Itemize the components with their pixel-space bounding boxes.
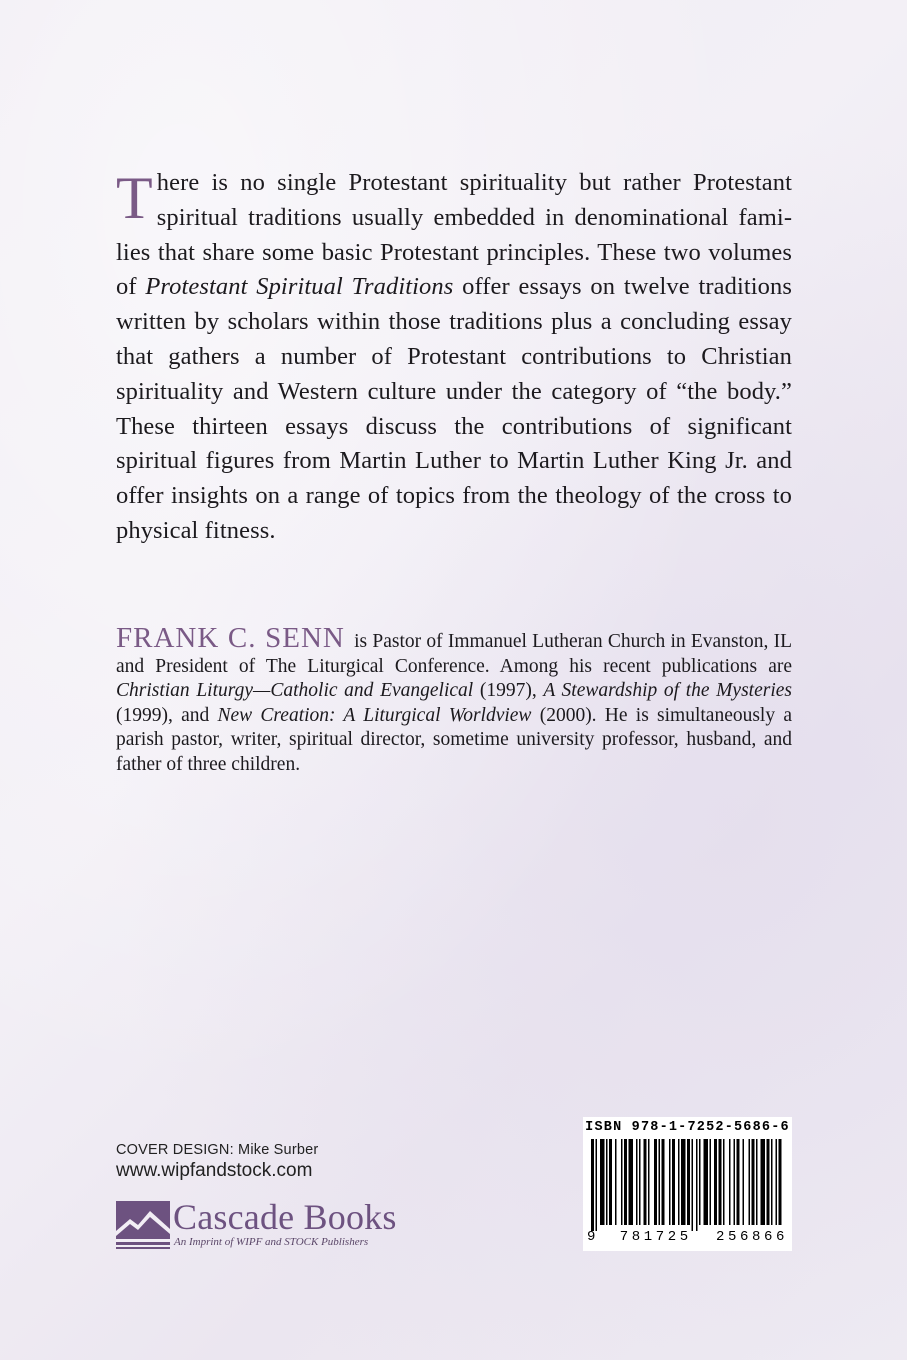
barcode-bar (629, 1139, 634, 1225)
blurb-text-1: here is no single Protestant spirituality but rather Protestant spiritual traditions usually embedded in denominational families that share some basic Protestant principles. These two volumes of (116, 169, 792, 301)
barcode-bar (771, 1139, 773, 1225)
bio-text-1: is Pastor of Immanuel Lutheran Church in Evanston, IL and President of The Liturgical Conference. Among his recent publications are (116, 631, 792, 677)
blurb-paragraph (116, 166, 792, 549)
barcode-bar (779, 1139, 782, 1225)
drop-cap: T (116, 165, 153, 231)
author-name: FRANK C. SENN (116, 622, 345, 654)
barcode-bar (659, 1139, 661, 1225)
barcode-bar (606, 1139, 608, 1225)
barcode-bars (591, 1139, 784, 1231)
barcode-bar (591, 1139, 594, 1231)
barcode-bar (609, 1139, 612, 1225)
barcode-bar (710, 1139, 712, 1225)
barcode-bar (734, 1139, 736, 1225)
bio-text-3: (1999), and (116, 704, 218, 726)
barcode-bar (699, 1139, 701, 1225)
bio-text-2: (1997), (473, 680, 544, 702)
bio-book-2: A Stewardship of the Mysteries (543, 680, 792, 702)
bio-book-1: Christian Liturgy—Catholic and Evangelical (116, 680, 474, 702)
author-bio (116, 622, 792, 778)
publisher-website[interactable]: www.wipfandstock.com (116, 1160, 313, 1181)
barcode-bar (719, 1139, 722, 1225)
barcode-bar (669, 1139, 671, 1225)
barcode-digit-lead: 9 (587, 1229, 596, 1245)
blurb-book-title: Protestant Spiritual Traditions (145, 273, 454, 301)
publisher-logo-block (116, 1198, 446, 1252)
isbn-number: ISBN 978-1-7252-5686-6 (585, 1120, 790, 1135)
publisher-tagline: An Imprint of WIPF and STOCK Publishers (174, 1236, 369, 1248)
isbn-barcode (583, 1117, 792, 1251)
barcode-bar (749, 1139, 751, 1225)
barcode-bar (756, 1139, 758, 1225)
barcode-bar (639, 1139, 641, 1225)
barcode-bar (681, 1139, 686, 1225)
bio-book-3: New Creation: A Liturgical Worldview (217, 704, 532, 726)
cover-design-credit: COVER DESIGN: Mike Surber (116, 1142, 319, 1158)
blurb-text-2: offer essays on twelve traditions written by scholars within those traditions plus a concluding essay that gathers a number of Protestant contributions to Christian spirituality and Western culture under the category of “the body.” These thirteen essays discuss the contributions of significant spiritual figures from Martin Luther to Martin Luther King Jr. and offer insights on a range of topics from the theology of the cross to physical fitness. (116, 273, 793, 544)
barcode-bar (723, 1139, 725, 1225)
barcode-digits (587, 1229, 788, 1245)
barcode-bar (687, 1139, 690, 1225)
barcode-digit-group-2: 256866 (715, 1229, 788, 1245)
barcode-bar (615, 1139, 617, 1225)
barcode-bar (704, 1139, 709, 1225)
barcode-bar (636, 1139, 638, 1225)
barcode-bar (714, 1139, 717, 1225)
barcode-bar (648, 1139, 650, 1225)
barcode-bar (678, 1139, 680, 1225)
barcode-bar (662, 1139, 665, 1225)
barcode-bar (696, 1139, 698, 1231)
barcode-bar (743, 1139, 745, 1225)
barcode-bar (692, 1139, 694, 1231)
mountain-logo-icon (116, 1201, 170, 1249)
barcode-bar (621, 1139, 623, 1225)
publisher-name: Cascade Books (173, 1197, 397, 1237)
barcode-bar (761, 1139, 766, 1225)
barcode-bar (654, 1139, 657, 1225)
barcode-bar (767, 1139, 770, 1225)
barcode-bar (596, 1139, 598, 1231)
barcode-bar (644, 1139, 647, 1225)
barcode-bar (600, 1139, 605, 1225)
barcode-digit-group-1: 781725 (619, 1229, 692, 1245)
barcode-bar (729, 1139, 731, 1225)
barcode-bar (737, 1139, 740, 1225)
barcode-bar (752, 1139, 755, 1225)
barcode-bar (672, 1139, 675, 1225)
barcode-bar (776, 1139, 778, 1225)
barcode-bar (624, 1139, 627, 1225)
bio-text-4: (2000). He is simultaneously a parish pastor, writer, spiritual director, sometime university professor, husband, and father of three children. (116, 704, 792, 775)
